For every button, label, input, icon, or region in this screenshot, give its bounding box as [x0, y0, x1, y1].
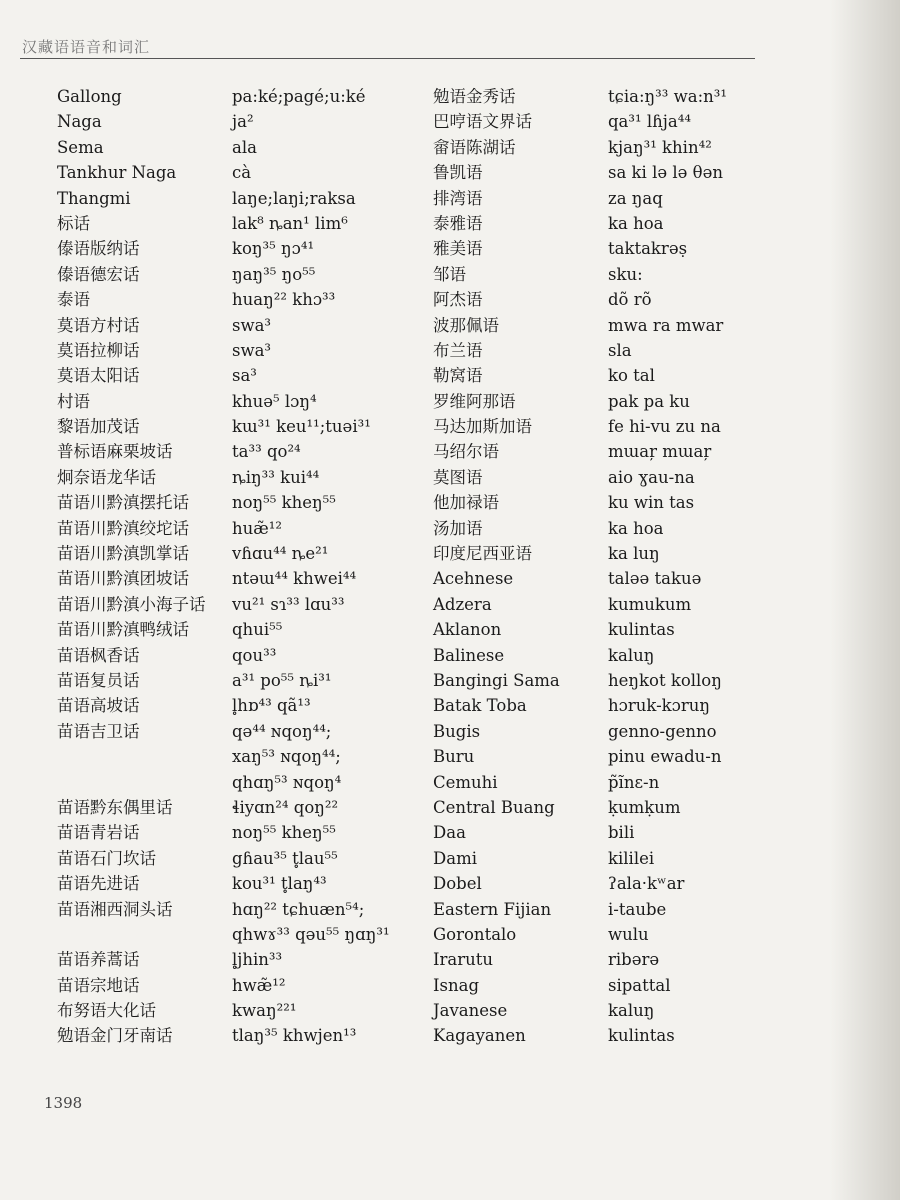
language-name-cell: Gorontalo — [433, 924, 517, 944]
page-number: 1398 — [44, 1094, 83, 1112]
word-form-cell: heŋkot kolloŋ — [608, 670, 722, 690]
language-name-cell: Isnag — [433, 975, 480, 995]
language-name-cell: 苗语川黔滇团坡话 — [57, 569, 189, 589]
table-row — [0, 490, 880, 515]
language-name-cell: 布努语大化话 — [57, 1001, 156, 1021]
table-row — [0, 109, 880, 134]
header-rule — [20, 58, 755, 59]
table-row — [0, 820, 880, 845]
word-form-cell: ḳumḳum — [608, 797, 681, 817]
language-name-cell: 畲语陈湖话 — [433, 137, 516, 157]
language-name-cell: 勉语金门牙南话 — [57, 1026, 173, 1046]
word-form-cell: a³¹ po⁵⁵ ȵi³¹ — [232, 670, 332, 690]
language-name-cell: 泰雅语 — [433, 213, 483, 233]
language-name-cell: Central Buang — [433, 797, 555, 817]
word-form-cell: koŋ³⁵ ŋɔ⁴¹ — [232, 239, 315, 259]
table-row — [0, 693, 880, 718]
word-form-cell: lak⁸ ȵan¹ lim⁶ — [232, 213, 348, 233]
word-form-cell: qə⁴⁴ ɴqoŋ⁴⁴; — [232, 721, 332, 741]
word-form-cell: ka luŋ — [608, 544, 660, 564]
word-form-cell: xaŋ⁵³ ɴqoŋ⁴⁴; — [232, 747, 341, 767]
word-form-cell: ala — [232, 137, 257, 157]
language-name-cell: 阿杰语 — [433, 290, 483, 310]
table-row — [0, 439, 880, 464]
word-form-cell: sa ki lə lə θən — [608, 163, 723, 183]
word-form-cell: sla — [608, 340, 632, 360]
table-row — [0, 338, 880, 363]
word-form-cell: mwa ra mwar — [608, 315, 724, 335]
language-name-cell: Gallong — [57, 87, 122, 106]
language-name-cell: 苗语宗地话 — [57, 975, 140, 995]
language-name-cell: Acehnese — [433, 569, 514, 589]
word-form-cell: sku: — [608, 264, 643, 284]
table-row — [0, 414, 880, 439]
language-name-cell: Eastern Fijian — [433, 899, 552, 919]
word-form-cell: ɬiyɑn²⁴ qoŋ²² — [232, 797, 339, 817]
word-form-cell: wulu — [608, 924, 649, 944]
table-row — [0, 770, 880, 795]
language-name-cell: Javanese — [433, 1001, 508, 1021]
running-head: 汉藏语语音和词汇 — [22, 38, 151, 56]
language-name-cell: 黎语加茂话 — [57, 417, 140, 437]
table-row — [0, 287, 880, 312]
language-name-cell: 巴哼语文界话 — [433, 112, 532, 132]
language-name-cell: 勉语金秀话 — [433, 87, 516, 106]
table-row — [0, 795, 880, 820]
language-name-cell: 苗语川黔滇摆托话 — [57, 493, 189, 513]
language-name-cell: 苗语复员话 — [57, 670, 140, 690]
language-name-cell: Bugis — [433, 721, 481, 741]
language-name-cell: 布兰语 — [433, 340, 483, 360]
language-name-cell: 莫图语 — [433, 467, 483, 487]
word-form-cell: kumukum — [608, 594, 692, 614]
language-name-cell: 莫语方村话 — [57, 315, 140, 335]
word-form-cell: hwæ̃¹² — [232, 975, 286, 995]
word-form-cell: qhui⁵⁵ — [232, 620, 283, 640]
word-form-cell: bili — [608, 823, 635, 843]
language-name-cell: 苗语川黔滇凯掌话 — [57, 544, 189, 564]
table-row — [0, 566, 880, 591]
language-name-cell: Tankhur Naga — [57, 163, 177, 183]
word-form-cell: vu²¹ sɿ³³ lɑu³³ — [232, 594, 345, 614]
language-name-cell: 马绍尔语 — [433, 442, 499, 462]
language-name-cell: 雅美语 — [433, 239, 483, 259]
word-form-cell: kwaŋ²²¹ — [232, 1001, 297, 1021]
word-form-cell: khuə⁵ lɔŋ⁴ — [232, 391, 317, 411]
word-form-cell: sa³ — [232, 366, 257, 386]
word-form-cell: kaluŋ — [608, 1001, 655, 1021]
table-row — [0, 389, 880, 414]
word-form-cell: ka hoa — [608, 518, 664, 538]
table-row — [0, 160, 880, 185]
language-name-cell: 苗语先进话 — [57, 874, 140, 894]
table-row — [0, 516, 880, 541]
word-form-cell: ja² — [232, 112, 254, 132]
word-form-cell: qou³³ — [232, 645, 277, 665]
language-name-cell: 勒窝语 — [433, 366, 483, 386]
language-name-cell: Dami — [433, 848, 477, 868]
language-name-cell: Aklanon — [433, 620, 502, 640]
word-form-cell: ku win tas — [608, 493, 695, 513]
word-form-cell: kaluŋ — [608, 645, 655, 665]
language-name-cell: 炯奈语龙华话 — [57, 467, 156, 487]
word-form-cell: taktakrəṣ — [608, 239, 688, 259]
table-row — [0, 617, 880, 642]
language-name-cell: 波那佩语 — [433, 315, 499, 335]
language-name-cell: 邹语 — [433, 264, 466, 284]
language-name-cell: 苗语川黔滇鸭绒话 — [57, 620, 189, 640]
word-form-cell: vɦɑu⁴⁴ ȵe²¹ — [232, 544, 329, 564]
word-form-cell: qhwɤ³³ qəu⁵⁵ ŋɑŋ³¹ — [232, 924, 390, 944]
language-name-cell: Irarutu — [433, 950, 494, 970]
word-form-cell: kou³¹ t̥laŋ⁴³ — [232, 874, 327, 894]
word-form-cell: mɯaŗ mɯaŗ — [608, 442, 712, 462]
word-form-cell: ʔala·kʷar — [608, 874, 685, 894]
word-form-cell: za ŋaq — [608, 188, 663, 208]
word-form-cell: pa:ké;pagé;u:ké — [232, 87, 366, 106]
word-form-cell: i-taube — [608, 899, 667, 919]
language-name-cell: 莫语拉柳话 — [57, 340, 140, 360]
language-name-cell: Sema — [57, 137, 104, 157]
word-form-cell: qa³¹ lɦja⁴⁴ — [608, 112, 691, 132]
language-name-cell: 鲁凯语 — [433, 163, 483, 183]
word-form-cell: l̥jhin³³ — [232, 950, 283, 970]
table-row — [0, 313, 880, 338]
language-name-cell: 泰语 — [57, 290, 90, 310]
table-row — [0, 84, 880, 109]
word-form-cell: kililei — [608, 848, 655, 868]
word-form-cell: qhɑŋ⁵³ ɴqoŋ⁴ — [232, 772, 342, 792]
language-name-cell: Balinese — [433, 645, 505, 665]
word-form-cell: pinu ewadu-n — [608, 747, 722, 767]
language-name-cell: Bangingi Sama — [433, 670, 560, 690]
word-form-cell: ko tal — [608, 366, 655, 386]
word-form-cell: huæ̃¹² — [232, 518, 282, 538]
language-name-cell: 村语 — [57, 391, 90, 411]
word-form-cell: ta³³ qo²⁴ — [232, 442, 301, 462]
table-row — [0, 744, 880, 769]
table-row — [0, 363, 880, 388]
table-row — [0, 871, 880, 896]
language-name-cell: 莫语太阳话 — [57, 366, 140, 386]
table-row — [0, 541, 880, 566]
word-form-cell: swa³ — [232, 340, 272, 360]
word-form-cell: tlaŋ³⁵ khwjen¹³ — [232, 1026, 357, 1046]
table-row — [0, 668, 880, 693]
word-form-cell: dõ rõ — [608, 290, 652, 310]
language-name-cell: 苗语青岩话 — [57, 823, 140, 843]
word-form-cell: kulintas — [608, 1026, 675, 1046]
table-row — [0, 947, 880, 972]
language-name-cell: 傣语版纳话 — [57, 239, 140, 259]
word-form-cell: ȵiŋ³³ kui⁴⁴ — [232, 467, 320, 487]
word-form-cell: ŋaŋ³⁵ ŋo⁵⁵ — [232, 264, 316, 284]
word-form-cell: aio ɣau-na — [608, 467, 695, 487]
language-name-cell: 傣语德宏话 — [57, 264, 140, 284]
word-form-cell: noŋ⁵⁵ kheŋ⁵⁵ — [232, 823, 336, 843]
table-row — [0, 1023, 880, 1048]
table-row — [0, 465, 880, 490]
word-form-cell: taləə takuə — [608, 569, 702, 589]
language-name-cell: 苗语养蒿话 — [57, 950, 140, 970]
word-list-table — [0, 84, 880, 1049]
table-row — [0, 973, 880, 998]
language-name-cell: 他加禄语 — [433, 493, 499, 513]
language-name-cell: 马达加斯加语 — [433, 417, 532, 437]
table-row — [0, 135, 880, 160]
word-form-cell: ribərə — [608, 950, 660, 970]
table-row — [0, 186, 880, 211]
language-name-cell: 罗维阿那语 — [433, 391, 516, 411]
table-row — [0, 262, 880, 287]
table-row — [0, 922, 880, 947]
word-form-cell: noŋ⁵⁵ kheŋ⁵⁵ — [232, 493, 336, 513]
language-name-cell: 汤加语 — [433, 518, 483, 538]
language-name-cell: Thangmi — [57, 188, 131, 208]
language-name-cell: 苗语枫香话 — [57, 645, 140, 665]
language-name-cell: Buru — [433, 747, 475, 767]
word-form-cell: hɑŋ²² tɕhuæn⁵⁴; — [232, 899, 365, 919]
language-name-cell: Cemuhi — [433, 772, 498, 792]
language-name-cell: 印度尼西亚语 — [433, 544, 532, 564]
table-row — [0, 719, 880, 744]
word-form-cell: swa³ — [232, 315, 272, 335]
language-name-cell: Adzera — [433, 594, 492, 614]
word-form-cell: hɔruk-kɔruŋ — [608, 696, 711, 716]
language-name-cell: Kagayanen — [433, 1026, 526, 1046]
table-row — [0, 643, 880, 668]
word-form-cell: cà — [232, 163, 252, 183]
word-form-cell: gɦau³⁵ t̥lau⁵⁵ — [232, 848, 338, 868]
word-form-cell: tɕia:ŋ³³ wa:n³¹ — [608, 87, 728, 106]
language-name-cell: Naga — [57, 112, 102, 132]
language-name-cell: 普标语麻栗坡话 — [57, 442, 173, 462]
language-name-cell: 排湾语 — [433, 188, 483, 208]
language-name-cell: Daa — [433, 823, 466, 843]
word-form-cell: kulintas — [608, 620, 675, 640]
word-form-cell: laŋe;laŋi;raksa — [232, 188, 356, 208]
language-name-cell: 苗语吉卫话 — [57, 721, 140, 741]
word-form-cell: p̃ĩnɛ-n — [608, 772, 660, 792]
word-form-cell: genno-genno — [608, 721, 717, 741]
language-name-cell: 苗语川黔滇绞坨话 — [57, 518, 189, 538]
language-name-cell: Dobel — [433, 874, 482, 894]
language-name-cell: Batak Toba — [433, 696, 527, 716]
language-name-cell: 苗语湘西洞头话 — [57, 899, 173, 919]
table-row — [0, 211, 880, 236]
table-row — [0, 846, 880, 871]
word-form-cell: sipattal — [608, 975, 671, 995]
table-row — [0, 897, 880, 922]
language-name-cell: 苗语黔东偶里话 — [57, 797, 173, 817]
word-form-cell: huaŋ²² khɔ³³ — [232, 290, 336, 310]
language-name-cell: 苗语高坡话 — [57, 696, 140, 716]
language-name-cell: 标话 — [57, 213, 90, 233]
language-name-cell: 苗语川黔滇小海子话 — [57, 594, 206, 614]
language-name-cell: 苗语石门坎话 — [57, 848, 156, 868]
word-form-cell: ntəɯ⁴⁴ khwei⁴⁴ — [232, 569, 357, 589]
word-form-cell: ka hoa — [608, 213, 664, 233]
word-form-cell: kɯ³¹ keu¹¹;tuəi³¹ — [232, 417, 371, 437]
word-form-cell: pak pa ku — [608, 391, 690, 411]
table-row — [0, 998, 880, 1023]
word-form-cell: kjaŋ³¹ khin⁴² — [608, 137, 712, 157]
word-form-cell: fe hi-vu zu na — [608, 417, 721, 437]
table-row — [0, 592, 880, 617]
word-form-cell: l̥hɒ⁴³ qã¹³ — [232, 696, 311, 716]
table-row — [0, 236, 880, 261]
